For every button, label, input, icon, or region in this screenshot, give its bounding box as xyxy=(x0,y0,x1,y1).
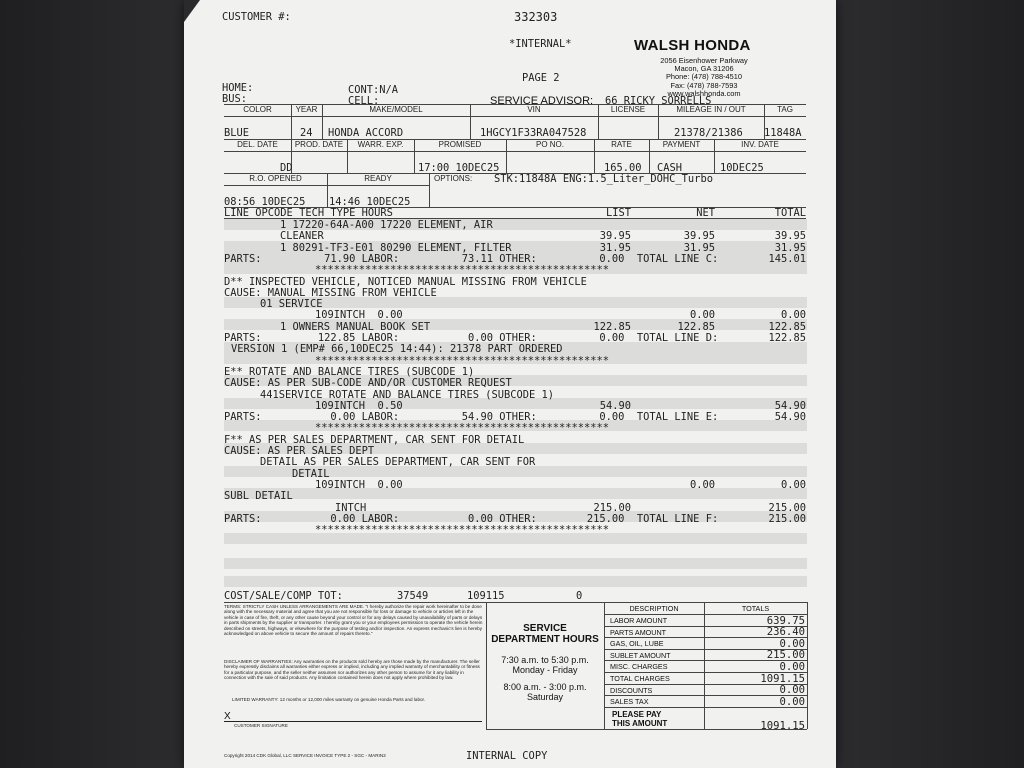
labor-rate: 165.00 xyxy=(604,162,642,174)
options-label: OPTIONS: xyxy=(434,174,473,183)
line-total: 0.00 xyxy=(780,478,806,491)
amount-due: 1091.15 xyxy=(760,720,805,732)
cost-total: 37549 xyxy=(397,590,429,602)
weekday-hours: 7:30 a.m. to 5:30 p.m. xyxy=(501,655,589,665)
line-total: 215.00 xyxy=(768,512,806,525)
line-total: 54.90 xyxy=(774,399,806,412)
line-column-header: LINE OPCODE TECH TYPE HOURS xyxy=(224,207,393,219)
dealer-web: www.walshhonda.com xyxy=(667,88,741,98)
line-total: 122.85 xyxy=(768,332,806,344)
description-header: DESCRIPTION xyxy=(629,604,679,613)
vehicle-make-model: HONDA ACCORD xyxy=(328,127,404,139)
sale-total: 109115 xyxy=(467,590,505,602)
line-text: 109INTCH 0.50 xyxy=(315,399,403,412)
line-text: 109INTCH 0.00 xyxy=(315,309,403,322)
rate-header: RATE xyxy=(611,140,632,149)
totals-label: TOTAL CHARGES xyxy=(610,674,670,683)
line-text: CAUSE: MANUAL MISSING FROM VEHICLE xyxy=(224,286,437,299)
mileage-header: MILEAGE IN / OUT xyxy=(676,105,746,114)
rule xyxy=(807,602,808,729)
payment-header: PAYMENT xyxy=(662,140,701,149)
saturday-hours: 8:00 a.m. - 3:00 p.m. xyxy=(503,682,587,692)
line-text: CLEANER xyxy=(280,230,324,243)
line-text: *********************************************** xyxy=(315,354,610,367)
prod-date-header: PROD. DATE xyxy=(294,140,344,149)
line-text: INTCH xyxy=(335,501,367,514)
please-pay-label: PLEASE PAY xyxy=(612,710,662,719)
invoice-number: 332303 xyxy=(514,10,558,24)
dealer-address: 2056 Eisenhower Parkway xyxy=(660,56,748,65)
line-total: 39.95 xyxy=(774,230,806,243)
del-date: DD xyxy=(280,162,293,174)
promised-date: 17:00 10DEC25 xyxy=(418,162,500,174)
line-text: 1 OWNERS MANUAL BOOK SET xyxy=(280,320,431,333)
customer-label: CUSTOMER #: xyxy=(222,11,291,23)
list-price: 39.95 xyxy=(599,230,631,243)
rule xyxy=(224,151,806,152)
options-value: STK:11848A ENG:1.5_Liter_DOHC_Turbo xyxy=(494,173,713,185)
invoice-paper xyxy=(184,0,836,768)
line-total: 145.01 xyxy=(768,252,806,265)
totals-value: 0.00 xyxy=(779,660,805,673)
saturday-day: Saturday xyxy=(526,692,564,702)
shaded-band xyxy=(224,488,807,499)
rule xyxy=(429,173,430,207)
limited-warranty: LIMITED WARRANTY: 12 months or 12,000 miles warranty on genuine Honda Parts and labor. xyxy=(232,697,426,702)
line-total: 122.85 xyxy=(768,320,806,333)
line-text: SUBL DETAIL xyxy=(224,490,293,503)
torn-corner xyxy=(184,0,200,22)
signature-x: X xyxy=(224,711,231,722)
totals-value: 639.75 xyxy=(766,614,805,627)
payment-type: CASH xyxy=(657,162,683,174)
dealer-contact xyxy=(638,57,770,98)
cost-sale-comp-label: COST/SALE/COMP TOT: xyxy=(224,590,343,602)
line-text: 1 80291-TF3-E01 80290 ELEMENT, FILTER xyxy=(280,241,512,254)
line-text: PARTS: 0.00 LABOR: 54.90 OTHER: 0.00 TOTAL LINE E: xyxy=(224,411,719,424)
totals-value: 0.00 xyxy=(779,684,805,697)
line-text: 01 SERVICE xyxy=(260,298,323,311)
signature-line[interactable] xyxy=(224,721,482,722)
vehicle-vin: 1HGCY1F33RA047528 xyxy=(480,127,587,139)
shaded-band xyxy=(224,576,807,587)
line-total: 0.00 xyxy=(780,309,806,322)
line-text: PARTS: 122.85 LABOR: 0.00 OTHER: 0.00 TOTAL LINE D: xyxy=(224,332,719,344)
line-text: VERSION 1 (EMP# 66,10DEC25 14:44): 21378 PART ORDERED xyxy=(231,343,563,356)
make-model-header: MAKE/MODEL xyxy=(369,105,423,114)
terms-text: TERMS: STRICTLY CASH UNLESS ARRANGEMENTS ARE MADE. "I hereby authorize the repair work hereinafter to be done along with the necessary material and agree that you are not responsible for loss or damage to vehicle or articles left in the vehicle in case of fire, theft, or any other cause beyond your control or for any delays caused by unavailability of parts or delays in parts shipments by the supplier or transporter. I hereby grant you or your employees permission to operate the vehicle herein described on streets, highways, or elsewhere for the purpose of testing and/or inspection. An express mechanic's lien is hereby acknowledged on above vehicle to secure the amount of repairs thereto." xyxy=(224,604,483,637)
vin-header: VIN xyxy=(527,105,541,114)
totals-label: DISCOUNTS xyxy=(610,685,653,695)
hours-title-2: DEPARTMENT HOURS xyxy=(491,634,599,645)
line-text: *********************************************** xyxy=(315,524,610,537)
invoice-date: 10DEC25 xyxy=(720,162,764,174)
vehicle-mileage: 21378/21386 xyxy=(674,127,743,139)
net-price: 39.95 xyxy=(683,230,715,243)
page-number: PAGE 2 xyxy=(522,72,560,84)
line-text: E** ROTATE AND BALANCE TIRES (SUBCODE 1) xyxy=(224,365,475,378)
license-header: LICENSE xyxy=(610,105,646,114)
internal-mark: *INTERNAL* xyxy=(509,38,572,50)
line-total: 215.00 xyxy=(768,501,806,514)
background-left xyxy=(0,0,200,768)
promised-header: PROMISED xyxy=(438,140,482,149)
totals-value: 1091.15 xyxy=(760,672,805,685)
line-text: PARTS: 0.00 LABOR: 0.00 OTHER: 215.00 TOTAL LINE F: xyxy=(224,512,719,525)
line-text: *********************************************** xyxy=(315,264,610,277)
dealer-name: WALSH HONDA xyxy=(634,37,751,54)
line-text: DETAIL xyxy=(292,467,330,480)
shaded-band xyxy=(224,558,807,569)
totals-value: 0.00 xyxy=(779,695,805,708)
hours-title-1: SERVICE xyxy=(523,623,567,634)
warr-exp-header: WARR. EXP. xyxy=(357,140,404,149)
totals-label: PARTS AMOUNT xyxy=(610,627,667,637)
line-text: PARTS: 71.90 LABOR: 73.11 OTHER: 0.00 TOTAL LINE C: xyxy=(224,252,719,265)
totals-value: 215.00 xyxy=(766,649,805,662)
ro-ready: 14:46 10DEC25 xyxy=(329,196,411,208)
totals-label: GAS, OIL, LUBE xyxy=(610,639,664,649)
copyright: Copyright 2014 CDK Global, LLC SERVICE INVOICE TYPE 2 - SGC - MARIN3 xyxy=(224,753,386,758)
line-text: 441SERVICE ROTATE AND BALANCE TIRES (SUBCODE 1) xyxy=(260,388,555,401)
totals-label: MISC. CHARGES xyxy=(610,662,668,672)
po-no-header: PO NO. xyxy=(535,140,564,149)
weekday-days: Monday - Friday xyxy=(512,665,578,675)
line-text: DETAIL AS PER SALES DEPARTMENT, CAR SENT FOR xyxy=(260,456,536,469)
line-text: CAUSE: AS PER SALES DEPT xyxy=(224,445,375,457)
internal-copy: INTERNAL COPY xyxy=(466,750,548,762)
totals-value: 0.00 xyxy=(779,637,805,650)
year-header: YEAR xyxy=(295,105,318,114)
dealer-phone: Phone: (478) 788-4510 xyxy=(665,72,743,82)
bus-label: BUS: xyxy=(222,93,248,105)
list-price: 31.95 xyxy=(599,241,631,254)
rule xyxy=(224,116,806,117)
color-header: COLOR xyxy=(243,105,272,114)
totals-header: TOTALS xyxy=(741,604,770,613)
del-date-header: DEL. DATE xyxy=(237,140,278,149)
line-total: 54.90 xyxy=(774,411,806,424)
line-total: 31.95 xyxy=(774,241,806,254)
ready-header: READY xyxy=(364,174,392,183)
home-label: HOME: xyxy=(222,82,254,94)
inv-date-header: INV. DATE xyxy=(741,140,779,149)
line-text: CAUSE: AS PER SUB-CODE AND/OR CUSTOMER REQUEST xyxy=(224,377,512,390)
totals-value: 236.40 xyxy=(766,626,805,639)
totals-label: SUBLET AMOUNT xyxy=(610,650,671,660)
contact-label: CONT:N/A xyxy=(348,84,399,96)
net-column-header: NET xyxy=(696,207,715,219)
vehicle-color: BLUE xyxy=(224,127,250,139)
line-text: 1 17220-64A-A00 17220 ELEMENT, AIR xyxy=(280,219,493,231)
advisor-label: SERVICE ADVISOR: xyxy=(490,95,594,107)
vehicle-year: 24 xyxy=(300,127,313,139)
disclaimer-text: DISCLAIMER OF WARRANTIES: Any warranties on the products sold hereby are those made by the manufacturer. The seller hereby expressly disclaims all warranties either express or implied, including any implied warranty of merchantability or fitness for a particular purpose, and the seller neither assumes nor authorizes any other person to assume for it any liability in connection with the sale of said products. Any limitation contained herein does not apply where prohibited by law. xyxy=(224,659,480,681)
list-column-header: LIST xyxy=(605,207,631,219)
rule xyxy=(604,707,807,708)
rule xyxy=(224,602,807,603)
comp-total: 0 xyxy=(576,590,583,602)
totals-label: LABOR AMOUNT xyxy=(610,616,668,625)
advisor-name: 66 RICKY SORRELLS xyxy=(605,95,712,107)
totals-label: SALES TAX xyxy=(610,697,649,707)
line-text: D** INSPECTED VEHICLE, NOTICED MANUAL MISSING FROM VEHICLE xyxy=(224,275,587,288)
signature-label: CUSTOMER SIGNATURE xyxy=(234,723,288,728)
net-price: 31.95 xyxy=(683,241,715,254)
line-text: F** AS PER SALES DEPARTMENT, CAR SENT FOR DETAIL xyxy=(224,433,525,446)
list-price: 215.00 xyxy=(593,501,631,514)
ro-opened: 08:56 10DEC25 xyxy=(224,196,306,208)
list-price: 122.85 xyxy=(593,320,631,333)
cell-label: CELL: xyxy=(348,95,380,107)
total-column-header: TOTAL xyxy=(774,207,806,219)
tag-header: TAG xyxy=(777,105,793,114)
net-price: 122.85 xyxy=(677,320,715,333)
net-price: 0.00 xyxy=(689,478,715,491)
dealer-fax: Fax: (478) 788-7593 xyxy=(670,80,738,90)
ro-opened-header: R.O. OPENED xyxy=(249,174,302,183)
vehicle-tag: 11848A xyxy=(764,127,802,139)
line-text: *********************************************** xyxy=(315,422,610,435)
this-amount-label: THIS AMOUNT xyxy=(612,719,668,728)
background-right xyxy=(824,0,1024,768)
list-price: 54.90 xyxy=(599,399,631,412)
net-price: 0.00 xyxy=(689,309,715,322)
line-text: 109INTCH 0.00 xyxy=(315,478,403,491)
dealer-city: Macon, GA 31206 xyxy=(674,64,734,74)
rule xyxy=(604,602,605,729)
